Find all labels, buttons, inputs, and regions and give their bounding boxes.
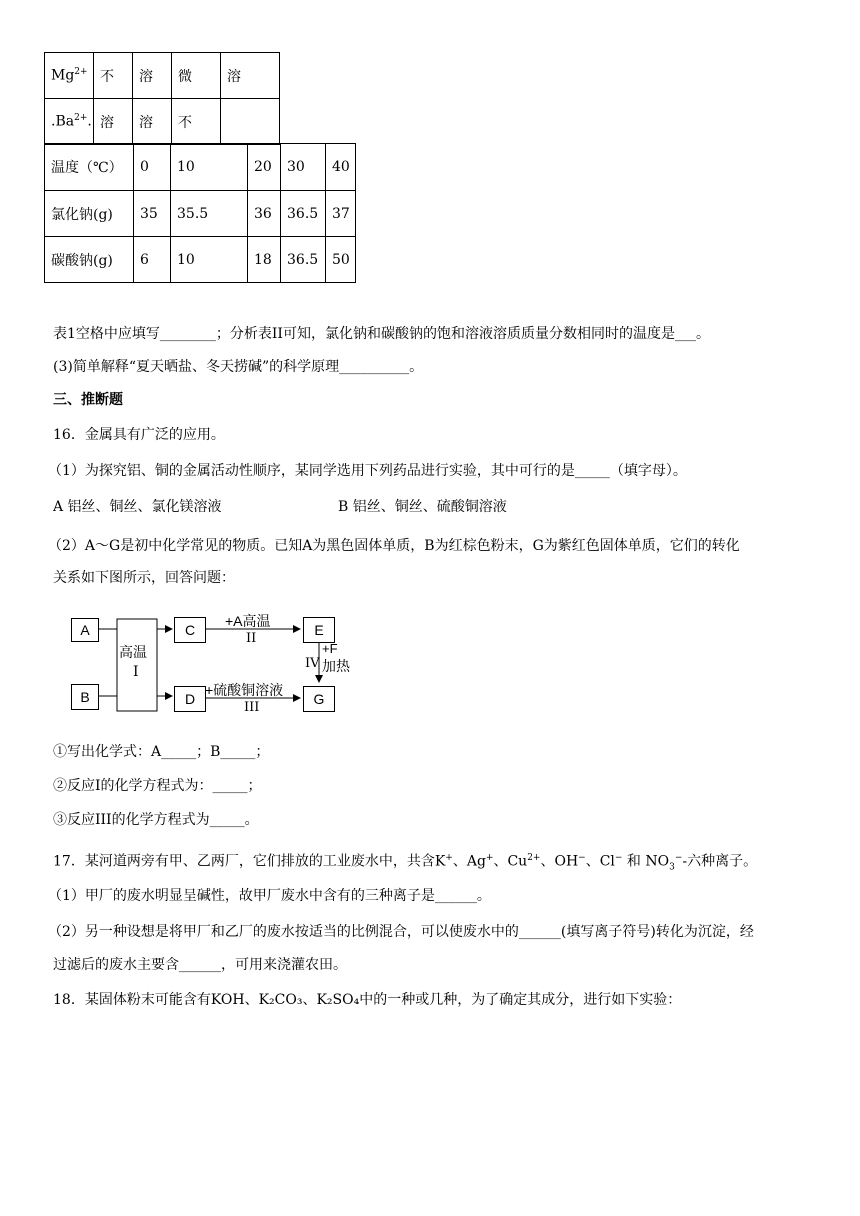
node-g: G	[303, 686, 335, 712]
q16-option-b: B 铝丝、铜丝、硫酸铜溶液	[338, 499, 507, 515]
table-header-cell: 20	[248, 144, 281, 191]
table-header-cell: 40	[326, 144, 356, 191]
q16-title: 16．金属具有广泛的应用。	[53, 427, 225, 443]
table-cell: 50	[326, 237, 356, 283]
table-cell: 溶	[133, 53, 172, 99]
table-cell: 不	[94, 53, 133, 99]
table-cell	[221, 99, 280, 145]
table-cell: 溶	[221, 53, 280, 99]
table-question-line: 表1空格中应填写________；分析表II可知，氯化钠和碳酸钠的饱和溶液溶质质量分数相同时的温度是___。	[53, 326, 710, 342]
ion-cell: $.Ba^{2+}$.	[45, 99, 94, 145]
q16-sub2: ②反应I的化学方程式为：_____；	[53, 778, 262, 794]
table-header-cell: 0	[134, 144, 171, 191]
table-cell: 溶	[133, 99, 172, 145]
reaction-3-condition: +硫酸铜溶液	[205, 682, 284, 698]
table-cell: 10	[171, 237, 248, 283]
table-cell: 37	[326, 191, 356, 237]
reaction-diagram	[60, 608, 380, 718]
table-cell: 36.5	[281, 191, 326, 237]
reaction-4-condition: 加热	[322, 658, 350, 674]
solubility-table	[44, 52, 280, 145]
table-cell: 6	[134, 237, 171, 283]
node-e: E	[303, 617, 335, 643]
q17-part2-line1: （2）另一种设想是将甲厂和乙厂的废水按适当的比例混合，可以使废水中的______(填写离子符号)转化为沉淀，经	[48, 924, 754, 940]
table-cell: 18	[248, 237, 281, 283]
reaction-2-number: II	[246, 631, 257, 646]
table-header-cell: 10	[171, 144, 248, 191]
q17-part1: （1）甲厂的废水明显呈碱性，故甲厂废水中含有的三种离子是______。	[48, 888, 491, 904]
table-cell: 碳酸钠(g)	[45, 237, 134, 283]
q16-option-a: A 铝丝、铜丝、氯化镁溶液	[53, 499, 222, 515]
reaction-2-condition: +A高温	[225, 613, 271, 629]
node-b: B	[71, 684, 99, 710]
table-header-cell: 30	[281, 144, 326, 191]
table-cell: 不	[172, 99, 221, 145]
solubility-temperature-table	[44, 143, 356, 283]
ion-cell: $Mg^{2+}$	[45, 53, 94, 99]
node-d: D	[174, 686, 206, 712]
q17-title: 17．某河道两旁有甲、乙两厂，它们排放的工业废水中，共含K+、Ag+、$Cu^{2+}$、OH−、Cl− 和 $NO_3^--$六种离子。	[53, 853, 758, 873]
table-cell: 36	[248, 191, 281, 237]
q17-part2-line2: 过滤后的废水主要含______，可用来浇灌农田。	[53, 957, 347, 973]
q16-sub1: ①写出化学式：A_____；B_____；	[53, 744, 270, 760]
table-header-cell: 温度（℃）	[45, 144, 134, 191]
q16-part1: （1）为探究铝、铜的金属活动性顺序，某同学选用下列药品进行实验，其中可行的是_____（填字母）。	[48, 463, 687, 479]
reaction-1-condition: 高温	[119, 644, 147, 660]
table-cell: 36.5	[281, 237, 326, 283]
question-3-line: (3)简单解释“夏天晒盐、冬天捞碱”的科学原理__________。	[53, 359, 424, 375]
q16-sub3: ③反应III的化学方程式为_____。	[53, 812, 259, 828]
q16-part2-line1: （2）A～G是初中化学常见的物质。已知A为黑色固体单质，B为红棕色粉末，G为紫红色固体单质，它们的转化	[48, 538, 740, 554]
node-c: C	[174, 617, 206, 643]
table-cell: 微	[172, 53, 221, 99]
reaction-4-reagent: +F	[322, 641, 338, 656]
section-heading: 三、推断题	[53, 392, 123, 408]
reaction-3-number: III	[244, 700, 260, 715]
reaction-4-number: IV	[305, 656, 320, 671]
node-a: A	[71, 618, 99, 642]
table-cell: 35	[134, 191, 171, 237]
table-cell: 溶	[94, 99, 133, 145]
q18-title: 18．某固体粉末可能含有KOH、K₂CO₃、K₂SO₄中的一种或几种，为了确定其成分，进行如下实验：	[53, 992, 682, 1008]
q16-part2-line2: 关系如下图所示，回答问题：	[53, 570, 235, 586]
table-cell: 35.5	[171, 191, 248, 237]
reaction-1-number: I	[133, 664, 139, 680]
table-cell: 氯化钠(g)	[45, 191, 134, 237]
